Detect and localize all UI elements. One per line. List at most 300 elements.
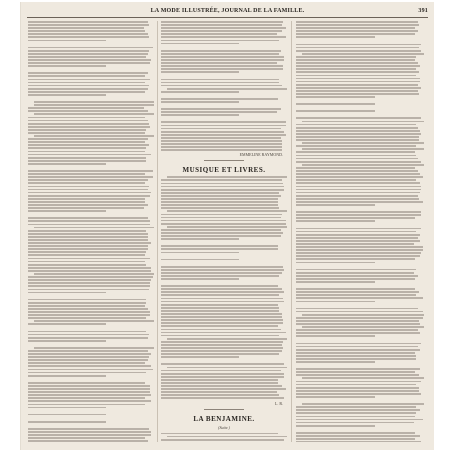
text-line <box>296 87 421 89</box>
text-line <box>161 143 282 145</box>
text-line <box>296 167 415 169</box>
text-line <box>28 85 149 87</box>
text-line <box>28 353 151 355</box>
text-line <box>161 114 239 116</box>
text-line <box>28 141 145 143</box>
text-line <box>296 409 420 411</box>
text-line <box>28 157 146 159</box>
text-line <box>296 33 415 35</box>
text-line <box>161 341 283 343</box>
text-line <box>28 248 148 250</box>
text-line <box>28 236 148 238</box>
text-line <box>28 254 145 256</box>
text-line <box>167 88 287 90</box>
text-line <box>296 343 421 345</box>
text-line <box>296 44 421 46</box>
text-line <box>296 358 416 360</box>
text-line <box>161 128 281 130</box>
text-line <box>296 255 420 257</box>
text-line <box>28 242 151 244</box>
text-line <box>296 240 420 242</box>
text-line <box>296 308 418 310</box>
text-line <box>296 204 375 206</box>
text-line <box>296 441 421 442</box>
text-line <box>296 425 375 427</box>
text-line <box>161 220 286 222</box>
text-line <box>161 439 284 441</box>
text-line <box>28 299 146 301</box>
text-line <box>296 346 418 348</box>
text-line <box>28 388 150 390</box>
text-line <box>28 110 148 112</box>
text-line <box>28 21 148 23</box>
text-line <box>34 273 154 275</box>
text-line <box>161 285 278 287</box>
text-line <box>296 368 420 370</box>
text-line <box>296 384 416 386</box>
text-line <box>161 332 286 334</box>
header-rule <box>27 17 428 18</box>
text-line <box>296 127 418 129</box>
text-line <box>28 261 145 263</box>
text-line <box>28 27 144 29</box>
text-line <box>161 382 278 384</box>
text-line <box>161 121 286 123</box>
text-line <box>28 163 106 165</box>
text-line <box>161 319 283 321</box>
text-line <box>28 311 150 313</box>
text-line <box>161 248 278 250</box>
text-line <box>161 33 277 35</box>
text-line <box>296 179 416 181</box>
text-line <box>161 356 239 358</box>
text-line <box>34 113 154 115</box>
text-line <box>161 301 284 303</box>
text-line <box>28 372 146 374</box>
text-line <box>161 291 284 293</box>
text-line <box>296 390 419 392</box>
text-line <box>302 53 424 55</box>
text-line <box>28 365 151 367</box>
text-line <box>161 294 279 296</box>
text-line <box>28 65 106 67</box>
text-line <box>161 108 281 110</box>
text-line <box>296 422 414 424</box>
text-line <box>296 374 419 376</box>
text-line <box>161 329 281 331</box>
text-line <box>296 195 418 197</box>
text-line <box>28 382 145 384</box>
text-line <box>161 235 281 237</box>
text-line <box>296 228 421 230</box>
text-line <box>296 361 375 363</box>
text-line <box>28 437 145 439</box>
text-line <box>296 24 419 26</box>
text-column-middle <box>161 21 287 442</box>
text-line <box>28 230 146 232</box>
text-line <box>161 62 277 64</box>
text-line <box>28 385 150 387</box>
article-signature: EMMELINE RAYMOND. <box>239 152 283 158</box>
text-line <box>161 310 279 312</box>
text-line <box>28 189 148 191</box>
text-line <box>161 137 281 139</box>
text-line <box>161 344 282 346</box>
text-line <box>161 304 278 306</box>
text-line <box>296 320 419 322</box>
text-line <box>161 111 277 113</box>
text-line <box>161 91 239 93</box>
text-line <box>161 56 284 58</box>
text-line <box>296 243 414 245</box>
journal-page <box>20 2 434 450</box>
text-line <box>161 43 239 45</box>
text-line <box>296 349 420 351</box>
text-line <box>161 71 239 73</box>
text-line <box>296 387 419 389</box>
text-line <box>161 269 284 271</box>
text-line <box>28 233 148 235</box>
text-line <box>296 332 420 334</box>
text-line <box>161 385 282 387</box>
section-divider <box>204 409 244 410</box>
text-line <box>28 224 150 226</box>
text-line <box>296 27 415 29</box>
text-line <box>28 94 106 96</box>
text-line <box>28 394 151 396</box>
text-line <box>296 93 419 95</box>
text-line <box>296 78 420 80</box>
text-line <box>161 347 283 349</box>
text-line <box>167 367 287 369</box>
text-line <box>28 391 150 393</box>
text-line <box>28 207 144 209</box>
text-line <box>161 259 239 261</box>
text-line <box>161 21 283 23</box>
text-line <box>296 130 420 132</box>
text-line <box>161 322 283 324</box>
text-line <box>296 317 423 319</box>
text-line <box>296 371 415 373</box>
text-line <box>302 326 424 328</box>
text-line <box>296 220 375 222</box>
text-line <box>28 308 148 310</box>
text-line <box>161 192 279 194</box>
text-line <box>28 132 145 134</box>
text-line <box>161 376 284 378</box>
text-line <box>28 220 150 222</box>
text-line <box>28 337 148 339</box>
text-line <box>296 381 421 383</box>
text-line <box>296 47 419 49</box>
text-line <box>28 292 106 294</box>
text-line <box>28 117 145 119</box>
text-line <box>28 276 153 278</box>
text-line <box>28 334 149 336</box>
text-line <box>28 144 149 146</box>
text-line <box>161 98 278 100</box>
text-line <box>161 85 282 87</box>
text-line <box>296 133 421 135</box>
text-line <box>296 103 375 105</box>
text-line <box>161 223 286 225</box>
text-line <box>28 170 153 172</box>
text-line <box>161 217 281 219</box>
text-line <box>161 272 282 274</box>
text-line <box>28 356 149 358</box>
text-line <box>28 138 148 140</box>
text-line <box>167 210 287 212</box>
text-line <box>167 338 287 340</box>
text-line <box>28 198 145 200</box>
text-line <box>296 170 418 172</box>
text-line <box>161 335 279 337</box>
text-line <box>161 146 282 148</box>
text-line <box>28 440 148 442</box>
text-line <box>28 88 148 90</box>
text-line <box>296 186 421 188</box>
text-line <box>28 147 146 149</box>
text-line <box>302 377 424 379</box>
text-line <box>28 192 151 194</box>
text-line <box>28 270 151 272</box>
text-line <box>28 151 145 153</box>
text-line <box>161 149 282 151</box>
section-subtitle: (Suite.) <box>218 424 230 430</box>
text-line <box>28 30 145 32</box>
text-line <box>34 347 154 349</box>
text-line <box>161 350 282 352</box>
text-line <box>28 201 145 203</box>
text-line <box>28 120 148 122</box>
text-line <box>28 267 151 269</box>
text-line <box>302 142 424 144</box>
text-line <box>28 179 148 181</box>
text-line <box>296 288 415 290</box>
text-line <box>28 75 145 77</box>
text-line <box>161 214 282 216</box>
text-line <box>28 369 153 371</box>
text-line <box>296 323 420 325</box>
text-line <box>28 79 150 81</box>
text-line <box>302 314 424 316</box>
text-line <box>296 416 415 418</box>
text-line <box>28 82 145 84</box>
text-line <box>296 155 416 157</box>
text-line <box>296 139 419 141</box>
text-line <box>161 24 282 26</box>
text-line <box>28 414 106 416</box>
text-line <box>296 396 375 398</box>
text-line <box>161 394 279 396</box>
text-line <box>28 129 146 131</box>
text-line <box>296 237 418 239</box>
text-line <box>161 131 284 133</box>
text-line <box>296 81 420 83</box>
text-line <box>28 47 153 49</box>
text-line <box>28 59 151 61</box>
text-line <box>161 53 279 55</box>
text-line <box>28 400 151 402</box>
text-line <box>28 251 146 253</box>
text-line <box>296 291 419 293</box>
text-line <box>296 432 415 434</box>
text-line <box>34 135 154 137</box>
page-number: 391 <box>418 8 428 14</box>
text-line <box>28 421 106 423</box>
text-line <box>161 198 278 200</box>
text-line <box>296 30 418 32</box>
text-line <box>167 226 287 228</box>
text-line <box>161 40 279 42</box>
text-line <box>161 59 284 61</box>
text-line <box>161 252 239 254</box>
text-line <box>296 275 418 277</box>
text-line <box>161 275 279 277</box>
text-line <box>296 117 421 119</box>
text-line <box>296 110 375 112</box>
text-line <box>296 198 419 200</box>
text-line <box>296 75 416 77</box>
text-line <box>296 278 415 280</box>
text-line <box>28 302 146 304</box>
text-line <box>28 404 145 406</box>
text-line <box>161 298 283 300</box>
text-line <box>296 173 420 175</box>
text-line <box>302 148 424 150</box>
text-line <box>28 33 148 35</box>
text-line <box>28 53 148 55</box>
text-line <box>28 279 151 281</box>
text-line <box>161 313 282 315</box>
text-line <box>161 391 277 393</box>
text-line <box>296 435 420 437</box>
text-line <box>296 297 423 299</box>
text-line <box>28 107 144 109</box>
text-line <box>28 258 150 260</box>
text-line <box>296 68 416 70</box>
text-line <box>161 82 279 84</box>
text-line <box>296 258 415 260</box>
text-line <box>161 397 284 399</box>
text-line <box>161 363 284 365</box>
text-line <box>296 252 421 254</box>
text-line <box>296 71 419 73</box>
text-line <box>28 289 149 291</box>
text-line <box>28 362 145 364</box>
text-line <box>161 370 281 372</box>
section-title-story: LA BENJAMINE. <box>193 414 255 423</box>
text-line <box>28 24 149 26</box>
text-line <box>161 30 282 32</box>
section-divider <box>204 160 244 161</box>
text-line <box>161 189 284 191</box>
text-line <box>296 438 415 440</box>
text-line <box>296 217 415 219</box>
text-line <box>296 412 416 414</box>
text-column-left <box>28 21 154 442</box>
text-line <box>296 329 418 331</box>
text-line <box>296 136 419 138</box>
text-line <box>28 305 145 307</box>
text-line <box>28 375 106 377</box>
text-line <box>296 62 418 64</box>
text-line <box>161 266 283 268</box>
text-line <box>28 407 106 409</box>
text-line <box>161 325 278 327</box>
text-line <box>296 50 421 52</box>
text-line <box>302 403 424 405</box>
text-line <box>296 214 421 216</box>
text-line <box>28 195 150 197</box>
text-line <box>161 238 239 240</box>
text-line <box>161 433 278 435</box>
text-line <box>28 359 148 361</box>
text-line <box>296 419 423 421</box>
text-line <box>161 316 282 318</box>
text-line <box>296 272 414 274</box>
text-line <box>296 262 375 264</box>
text-line <box>28 182 145 184</box>
text-line <box>296 201 423 203</box>
text-line <box>296 59 415 61</box>
text-line <box>296 36 375 38</box>
text-column-right <box>296 21 424 442</box>
text-line <box>161 307 279 309</box>
text-line <box>296 294 416 296</box>
text-line <box>161 373 284 375</box>
text-line <box>296 158 418 160</box>
text-line <box>28 217 148 219</box>
text-line <box>34 227 154 229</box>
text-line <box>296 231 416 233</box>
text-line <box>161 125 286 127</box>
text-line <box>161 186 284 188</box>
text-line <box>28 204 148 206</box>
text-line <box>28 210 106 212</box>
text-line <box>161 68 283 70</box>
text-line <box>161 50 281 52</box>
text-line <box>34 320 154 322</box>
column-divider <box>291 21 292 442</box>
text-line <box>296 355 416 357</box>
text-line <box>28 154 151 156</box>
text-line <box>296 234 420 236</box>
text-line <box>296 65 420 67</box>
article-signature: L. R. <box>274 400 283 406</box>
text-line <box>302 164 424 166</box>
text-line <box>296 301 375 303</box>
text-line <box>161 140 282 142</box>
text-line <box>161 207 279 209</box>
text-line <box>161 288 282 290</box>
text-line <box>28 323 106 325</box>
text-line <box>296 182 420 184</box>
text-line <box>28 282 150 284</box>
text-line <box>28 56 146 58</box>
text-line <box>161 229 281 231</box>
section-title-music: MUSIQUE ET LIVRES. <box>182 166 266 175</box>
text-line <box>28 173 145 175</box>
text-line <box>28 40 106 42</box>
text-line <box>28 245 148 247</box>
text-line <box>161 183 283 185</box>
text-line <box>296 56 416 58</box>
text-line <box>28 285 150 287</box>
text-line <box>28 50 149 52</box>
text-line <box>28 340 106 342</box>
text-line <box>296 249 423 251</box>
